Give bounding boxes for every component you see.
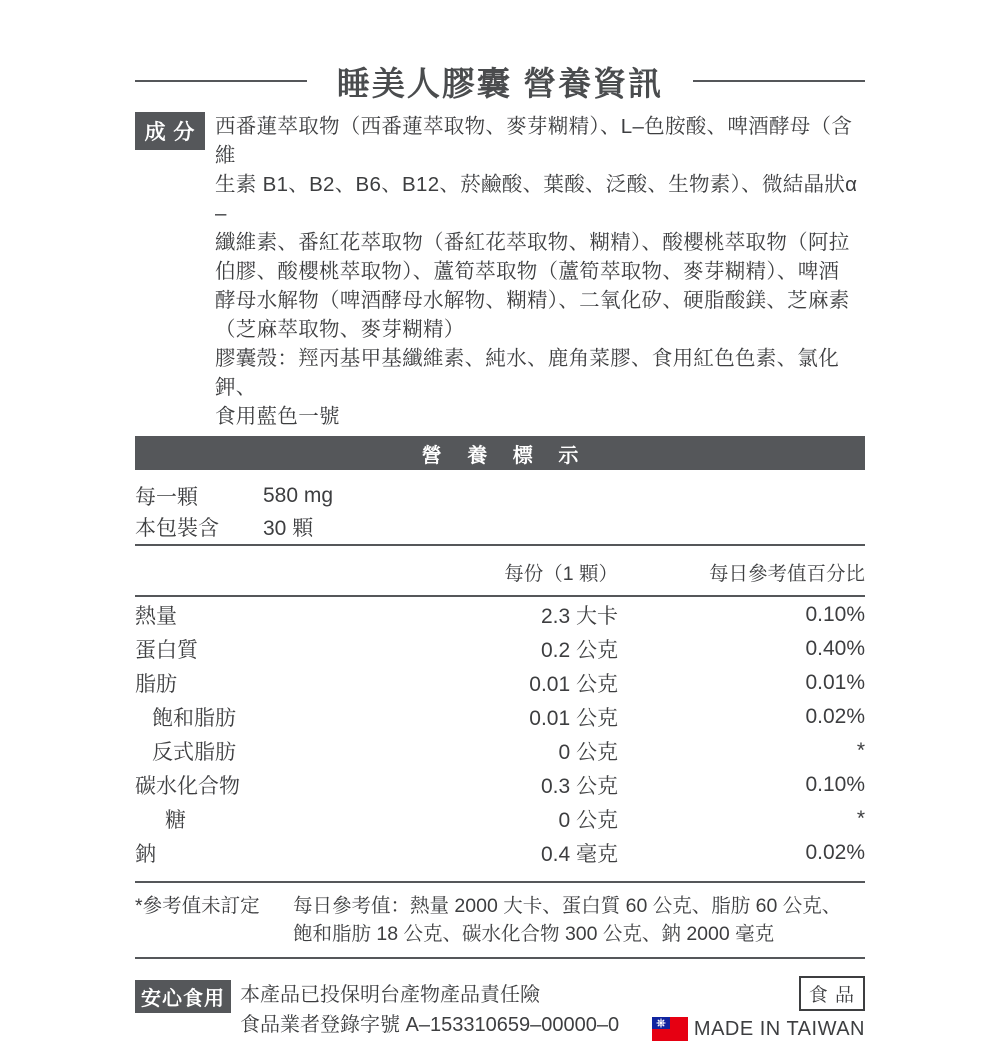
divider [135,595,865,597]
serving-info [135,480,865,542]
ingredients-line: （芝麻萃取物、麥芽糊精） [215,318,465,341]
serving-row [135,480,865,511]
serving-size-value: 580 mg [263,483,334,507]
nutrient-daily-value: * [856,739,865,762]
divider [135,957,865,959]
ingredients-line: 生素 B1、B2、B6、B12、菸鹼酸、葉酸、泛酸、生物素）、微結晶狀α – [215,173,858,225]
nutrition-facts-header-bar: 營 養 標 示 [135,436,865,470]
package-count-label: 本包裝含 [135,516,219,540]
title-row [135,58,865,104]
serving-size-label: 每一顆 [135,485,198,509]
table-row [135,666,865,700]
food-certification-box: 食 品 [799,976,865,1011]
table-row [135,768,865,802]
nutrient-label: 糖 [165,809,186,832]
table-row [135,700,865,734]
ingredients-line: 酵母水解物（啤酒酵母水解物、糊精）、二氧化矽、硬脂酸鎂、芝麻素 [215,289,850,312]
ingredients-line: 西番蓮萃取物（西番蓮萃取物、麥芽糊精）、L–色胺酸、啤酒酵母（含維 [215,115,853,167]
table-row [135,632,865,666]
spacer [135,558,400,586]
ingredients-section [135,112,865,431]
nutrient-amount: 0.01 公克 [529,673,618,696]
nutrient-daily-value: 0.10% [805,603,865,626]
title-right-rule [693,80,865,82]
taiwan-flag-icon [652,1017,688,1041]
daily-reference-values [293,893,841,948]
ingredients-line: 纖維素、番紅花萃取物（番紅花萃取物、糊精）、酸櫻桃萃取物（阿拉 [215,231,850,254]
footnote [135,883,865,957]
nutrition-label [135,0,865,1055]
nutrition-table [135,598,865,870]
table-row [135,836,865,870]
nutrient-label: 反式脂肪 [152,741,236,764]
nutrient-label: 飽和脂肪 [152,707,236,730]
nutrient-label: 碳水化合物 [135,775,240,798]
nutrient-daily-value: 0.40% [805,637,865,660]
column-header-daily-value: 每日參考值百分比 [708,563,865,585]
nutrient-amount: 0 公克 [558,741,618,764]
nutrient-label: 脂肪 [135,673,177,696]
nutrient-amount: 0.2 公克 [540,639,618,662]
footer-right [652,976,865,1041]
nutrient-daily-value: 0.10% [805,773,865,796]
registration-number: 食品業者登錄字號 A–153310659–00000–0 [240,1014,620,1036]
table-row [135,802,865,836]
nutrient-label: 熱量 [135,605,177,628]
footnote-line: 飽和脂肪 18 公克、碳水化合物 300 公克、鈉 2000 毫克 [293,922,775,945]
made-in-taiwan-row [652,1017,865,1041]
safe-food-badge: 安心食用 [135,980,231,1013]
nutrient-daily-value: 0.02% [805,841,865,864]
table-row [135,598,865,632]
serving-row [135,511,865,542]
nutrient-daily-value: 0.02% [805,705,865,728]
made-in-taiwan-text: MADE IN TAIWAN [693,1017,865,1040]
nutrient-daily-value: 0.01% [805,671,865,694]
nutrient-amount: 0 公克 [558,809,618,832]
nutrient-label: 鈉 [135,843,156,866]
capsule-shell-line: 膠囊殼：羥丙基甲基纖維素、純水、鹿角菜膠、食用紅色色素、氯化鉀、 [215,347,839,399]
nutrient-amount: 2.3 大卡 [540,605,618,628]
footnote-asterisk-label: *參考值未訂定 [135,895,260,917]
nutrient-amount: 0.01 公克 [529,707,618,730]
table-column-headers [135,546,865,595]
ingredients-line: 伯膠、酸櫻桃萃取物）、蘆筍萃取物（蘆筍萃取物、麥芽糊精）、啤酒 [215,260,840,283]
title-left-rule [135,80,307,82]
nutrient-daily-value: * [856,807,865,830]
footer-text [240,980,619,1040]
table-row [135,734,865,768]
nutrient-amount: 0.4 毫克 [540,843,618,866]
column-header-per-serving: 每份（1 顆） [504,563,618,585]
footer [135,980,865,1055]
package-count-value: 30 顆 [263,516,314,540]
ingredients-badge: 成 分 [135,112,205,150]
ingredients-text [215,112,865,431]
footnote-line: 每日參考值：熱量 2000 大卡、蛋白質 60 公克、脂肪 60 公克、 [293,895,842,917]
insurance-statement: 本產品已投保明台產物產品責任險 [240,984,540,1006]
page-title: 睡美人膠囊 營養資訊 [336,64,664,102]
nutrient-label: 蛋白質 [135,639,198,662]
nutrient-amount: 0.3 公克 [540,775,618,798]
capsule-shell-line: 食用藍色一號 [215,405,340,428]
